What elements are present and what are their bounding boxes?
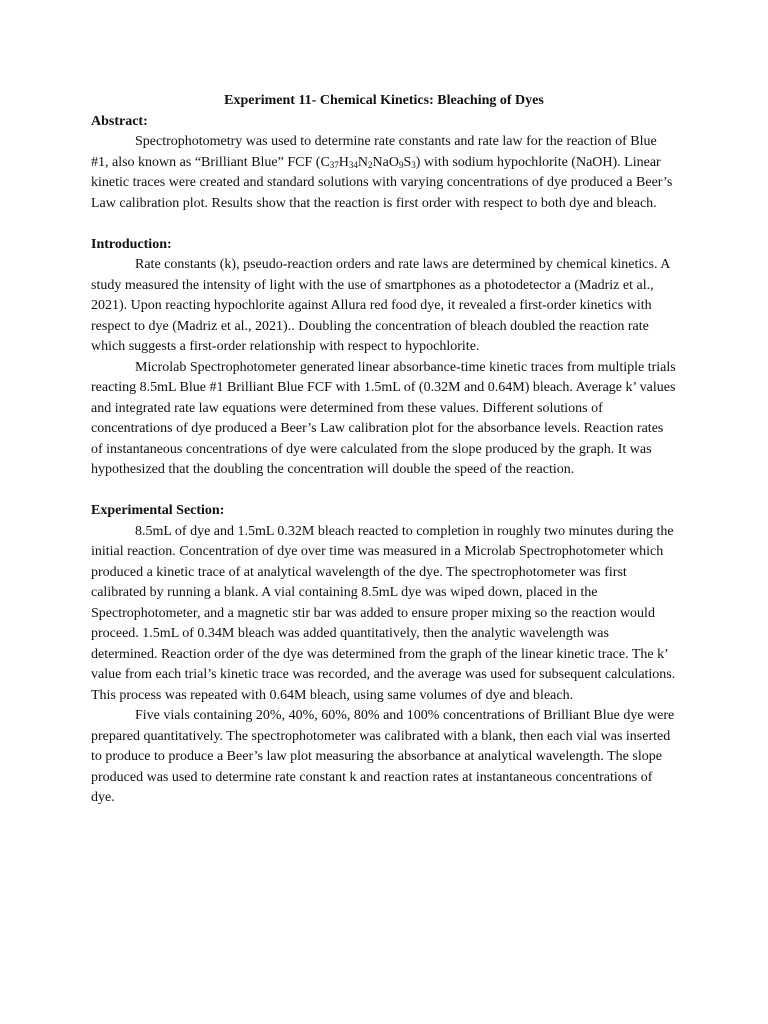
abstract-heading: Abstract: — [91, 113, 148, 129]
section-spacer — [91, 214, 677, 235]
experimental-heading: Experimental Section: — [91, 503, 225, 518]
abstract-paragraph — [91, 132, 677, 214]
document-title: Experiment 11- Chemical Kinetics: Bleaching of Dyes — [224, 93, 544, 108]
abstract-text-part-1: Spectrophotometry was used to determine rate constants and rate law for the reaction of Blue #1, also known as “Brilliant Blue” FCF ( — [91, 134, 657, 170]
chemical-formula: $C_{37}H_{34}N_2NaO_9S_3$ — [320, 154, 416, 170]
introduction-heading: Introduction: — [91, 236, 172, 252]
experimental-paragraph-1: 8.5mL of dye and 1.5mL 0.32M bleach reacted to completion in roughly two minutes during the initial reaction. Concentration of dye over time was measured in a Microlab Spectrophotometer which produced a kinetic trace of at analytical wavelength of the dye. The spectrophotometer was first calibrated by running a blank. A vial containing 8.5mL dye was wiped down, placed in the Spectrophotometer, and a magnetic stir bar was added to ensure proper mixing so the reaction would proceed. 1.5mL of 0.34M bleach was added quantitatively, then the analytic wavelength was determined. Reaction order of the dye was determined from the graph of the linear kinetic trace. The k’ value from each trial’s kinetic trace was recorded, and the average was used for subsequent calculations. This process was repeated with 0.64M bleach, using same volumes of dye and bleach. — [91, 523, 676, 703]
introduction-paragraph-1: Rate constants (k), pseudo-reaction orders and rate laws are determined by chemical kinetics. A study measured the intensity of light with the use of smartphones as a photodetector a (Madriz et al., 2021). Upon reacting hypochlorite against Allura red food dye, it revealed a first-order kinetics with respect to dye (Madriz et al., 2021).. Doubling the concentration of bleach doubled the reaction rate which suggests a first-order relationship with respect to hypochlorite. — [91, 257, 670, 354]
introduction-paragraph-2: Microlab Spectrophotometer generated linear absorbance-time kinetic traces from multiple trials reacting 8.5mL Blue #1 Brilliant Blue FCF with 1.5mL of (0.32M and 0.64M) bleach. Average k’ values and integrated rate law equations were determined from these values. Different solutions of concentrations of dye produced a Beer’s Law calibration plot for the absorbance levels. Reaction rates of instantaneous concentrations of dye were calculated from the slope produced by the graph. It was hypothesized that the doubling the concentration will double the speed of the reaction. — [91, 359, 676, 477]
abstract-text-part-2: ) with sodium hypochlorite (NaOH). Linear kinetic traces were created and standard solutions with varying concentrations of dye produced a Beer’s Law calibration plot. Results show that the reaction is first order with respect to both dye and bleach. — [91, 154, 673, 211]
section-spacer — [91, 481, 677, 502]
experimental-paragraph-2: Five vials containing 20%, 40%, 60%, 80% and 100% concentrations of Brilliant Blue dye were prepared quantitatively. The spectrophotometer was calibrated with a blank, then each vial was inserted to produce to produce a Beer’s law plot measuring the absorbance at analytical wavelength. The slope produced was used to determine rate constant k and reaction rates at instantaneous concentrations of dye. — [91, 708, 675, 805]
